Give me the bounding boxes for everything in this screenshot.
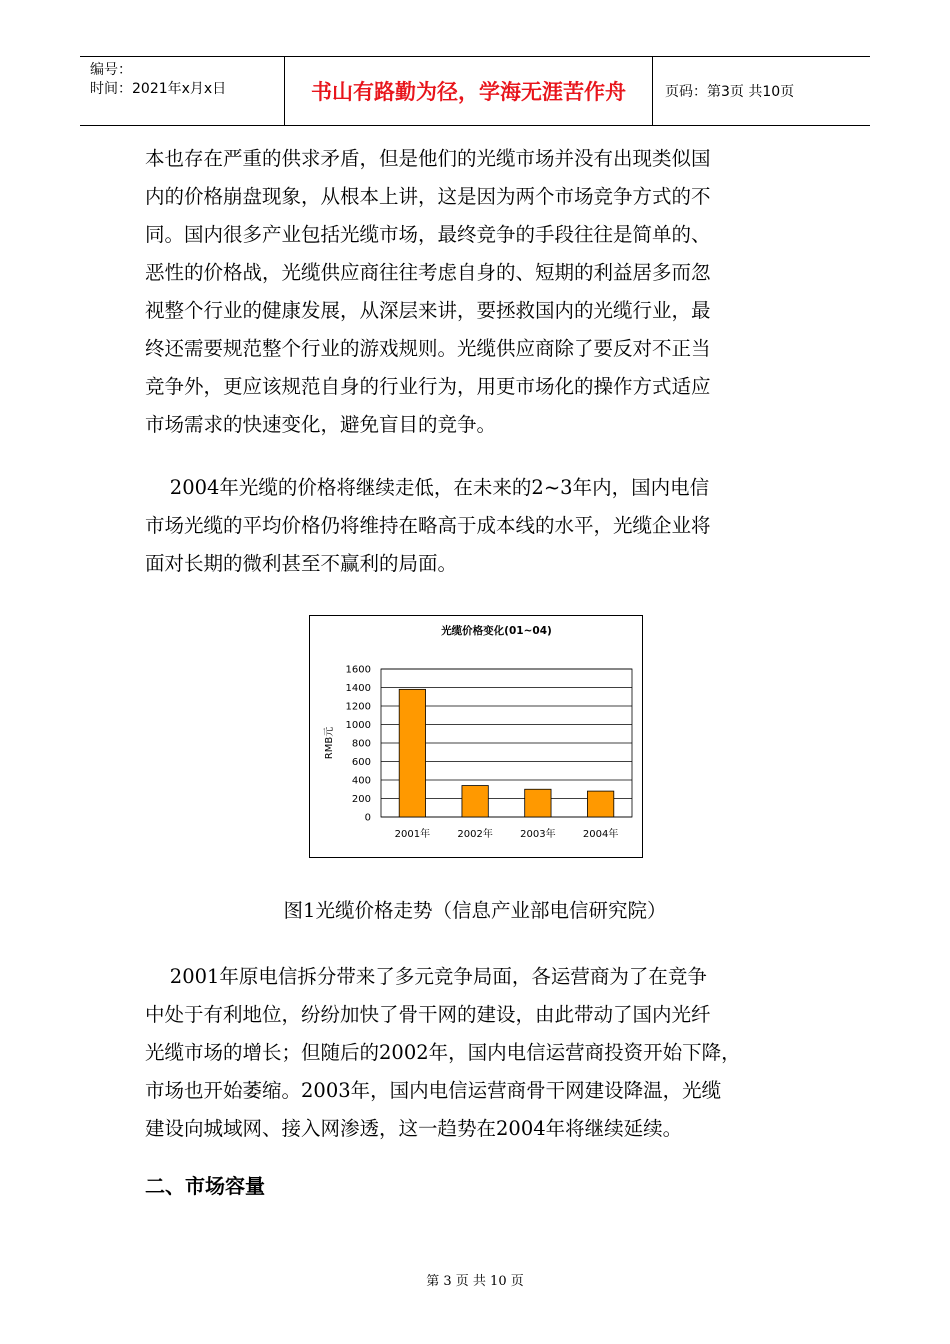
- paragraph-line: 建设向城域网、接入网渗透，这一趋势在2004年将继续延续。: [145, 1117, 683, 1140]
- bar: [525, 789, 551, 817]
- paragraph-line: 视整个行业的健康发展，从深层来讲，要拯救国内的光缆行业，最: [145, 299, 711, 322]
- paragraph-1: [145, 140, 805, 444]
- paragraph-line: 内的价格崩盘现象，从根本上讲，这是因为两个市场竞争方式的不: [145, 185, 711, 208]
- paragraph-line: 恶性的价格战，光缆供应商往往考虑自身的、短期的利益居多而忽: [145, 261, 711, 284]
- y-tick-label: 1200: [345, 701, 371, 713]
- section-heading: 二、市场容量: [145, 1174, 265, 1198]
- time-label: 时间：2021年x月x日: [90, 81, 227, 97]
- y-tick-label: 1600: [345, 664, 371, 676]
- y-tick-label: 1400: [345, 683, 371, 694]
- paragraph-line: 2004年光缆的价格将继续走低，在未来的2~3年内，国内电信: [145, 476, 710, 499]
- paragraph-2: [145, 469, 805, 583]
- x-tick-label: 2003年: [520, 829, 556, 840]
- paragraph-line: 市场也开始萎缩。2003年，国内电信运营商骨干网建设降温，光缆: [145, 1079, 722, 1102]
- x-tick-label: 2002年: [457, 829, 493, 840]
- paragraph-line: 中处于有利地位，纷纷加快了骨干网的建设，由此带动了国内光纤: [145, 1003, 711, 1026]
- bar: [399, 689, 425, 817]
- y-tick-label: 1000: [345, 720, 371, 731]
- chart-title: 光缆价格变化(01~04): [441, 625, 552, 637]
- paragraph-line: 终还需要规范整个行业的游戏规则。光缆供应商除了要反对不正当: [145, 337, 711, 360]
- y-tick-label: 600: [351, 757, 371, 768]
- x-tick-label: 2004年: [582, 829, 619, 840]
- chart-figure: [309, 615, 643, 858]
- paragraph-line: 市场需求的快速变化，避免盲目的竞争。: [145, 413, 497, 436]
- paragraph-line: 同。国内很多产业包括光缆市场，最终竞争的手段往往是简单的、: [145, 223, 711, 246]
- page-header: [80, 56, 870, 126]
- page-footer: 第 3 页 共 10 页: [426, 1274, 524, 1289]
- paragraph-line: 本也存在严重的供求矛盾，但是他们的光缆市场并没有出现类似国: [145, 147, 711, 170]
- number-label: 编号：: [90, 62, 132, 78]
- paragraph-line: 光缆市场的增长；但随后的2002年，国内电信运营商投资开始下降，: [145, 1041, 741, 1064]
- x-tick-label: 2001年: [394, 829, 431, 840]
- paragraph-line: 竞争外，更应该规范自身的行业行为，用更市场化的操作方式适应: [145, 375, 711, 398]
- y-tick-label: 800: [351, 738, 371, 750]
- header-meta: [80, 57, 285, 125]
- header-page-info: 页码：第3页 共10页: [665, 84, 795, 100]
- bar-chart: [310, 616, 642, 857]
- figure-caption: 图1光缆价格走势（信息产业部电信研究院）: [283, 899, 667, 922]
- paragraph-line: 2001年原电信拆分带来了多元竞争局面，各运营商为了在竞争: [145, 965, 707, 988]
- paragraph-line: 市场光缆的平均价格仍将维持在略高于成本线的水平，光缆企业将: [145, 514, 711, 537]
- y-tick-label: 200: [351, 794, 371, 805]
- bar: [587, 791, 613, 817]
- paragraph-3: [145, 958, 805, 1148]
- header-motto: 书山有路勤为径，学海无涯苦作舟: [285, 57, 653, 125]
- y-tick-label: 400: [351, 775, 371, 787]
- y-axis-label: RMB元: [324, 726, 335, 760]
- paragraph-line: 面对长期的微利甚至不赢利的局面。: [145, 552, 458, 575]
- y-tick-label: 0: [364, 812, 371, 824]
- bar: [462, 786, 488, 817]
